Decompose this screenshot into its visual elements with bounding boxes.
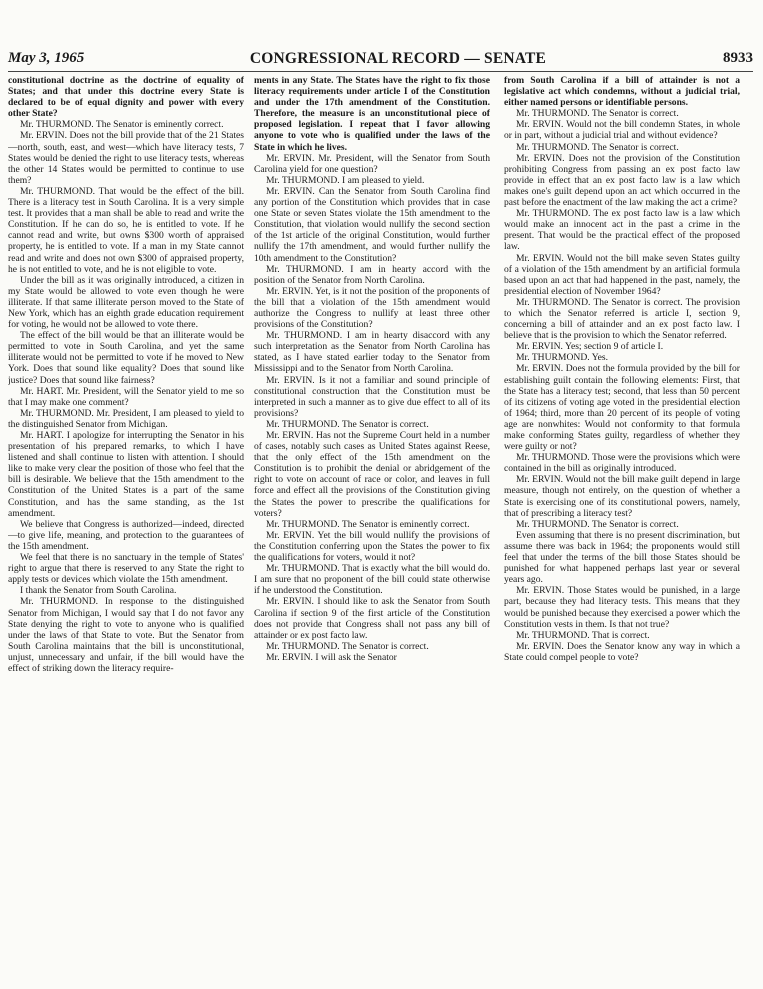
paragraph: Mr. ERVIN. Has not the Supreme Court held in a number of cases, notably such cases as United States against Reese, that the only effect of the 15th amendment on the Constitution is to prohibit the denial or abridgement of the right to vote on account of race or color, and leaves in full force and effect all the provisions of the Constitution giving the States the power to prescribe the qualifications for voters?	[254, 430, 490, 519]
paragraph: Mr. ERVIN. Does not the provision of the Constitution prohibiting Congress from passing an ex post facto law provide in effect that an ex post facto law is a law which makes one's guilt depend upon an act which occurred in the past before the enactment of the law making the act a crime?	[504, 152, 740, 209]
paragraph: Mr. ERVIN. Is it not a familiar and sound principle of constitutional construction that the Constitution must be interpreted in such a manner as to give due effect to all of its provisions?	[254, 374, 490, 419]
paragraph: Mr. THURMOND. I am in hearty disaccord with any such interpretation as the Senator from North Carolina has stated, as I have stated earlier today to the Senator from Mississippi and to the Senator from North Carolina.	[254, 330, 490, 375]
paragraph: I thank the Senator from South Carolina.	[20, 585, 177, 597]
paragraph: Mr. THURMOND. The ex post facto law is a law which would make an innocent act in the past a crime in the present. That would be the practical effect of the proposed law.	[504, 208, 740, 253]
paragraph: Mr. THURMOND. I am pleased to yield.	[266, 174, 425, 186]
paragraph: Mr. ERVIN. Can the Senator from South Carolina find any portion of the Constitution which provides that in case one State or seven States violate the 15th amendment to the Constitution, that violation would nullify the second section of the 1st article of the original Constitution, would further nullify the 17th amendment, and would further nullify the 10th amendment to the Constitution?	[254, 185, 490, 264]
paragraph: Mr. THURMOND. That is correct.	[516, 629, 650, 641]
paragraph: We feel that there is no sanctuary in the temple of States' right to argue that there is reserved to any State the right to apply tests or devices which violate the 15th amendment.	[8, 552, 244, 586]
paragraph: Mr. HART. I apologize for interrupting the Senator in his presentation of his prepared remarks, to which I have listened and shall continue to listen with attention. I should like to make very clear the position of those who feel that the bill is desirable. We believe that the 15th amendment to the Constitution of the United States is a part of the same Constitution, and has the same standing, as the 1st amendment.	[8, 430, 244, 519]
paragraph: Mr. ERVIN. I will ask the Senator	[266, 651, 397, 663]
paragraph: Mr. THURMOND. The Senator is correct.	[516, 518, 679, 530]
paragraph: Mr. ERVIN. Yet, is it not the position of the proponents of the bill that a violation of the 15th amendment would authorize the Congress to nullify at least three other provisions of the Constitution?	[254, 285, 490, 331]
paragraph: Mr. THURMOND. Mr. President, I am pleased to yield to the distinguished Senator from Michigan.	[8, 407, 244, 430]
paragraph: Mr. THURMOND. That would be the effect of the bill. There is a literacy test in South Carolina. It is a very simple test. It provides that a man shall be able to read and write the Constitution. If he can do so, he is entitled to vote. If he cannot read and write, but owns $300 worth of appraised property, he is entitled to vote. If a man in my State cannot read and write and does not own $300 of appraised property, he is not entitled to vote, and he is not eligible to vote.	[8, 185, 244, 275]
paragraph: Mr. ERVIN. Would not the bill make guilt depend in large measure, though not entirely, on the question of whether a State is exercising one of its constitutional powers, namely, that of prescribing a literacy test?	[504, 474, 740, 519]
paragraph: Mr. THURMOND. Those were the provisions which were contained in the bill as originally introduced.	[504, 452, 740, 475]
header-page-number: 8933	[723, 50, 753, 66]
paragraph: Mr. THURMOND. The Senator is eminently correct.	[20, 119, 224, 131]
paragraph: Even assuming that there is no present discrimination, but assume there was back in 1964; the proponents would still feel that under the terms of the bill those States should be punished for what happened perhaps last year or several years ago.	[504, 529, 740, 586]
paragraph: Under the bill as it was originally introduced, a citizen in my State would be allowed to vote even though he were illiterate. If that same illiterate person moved to the State of New York, which has an eighth grade education requirement for voting, he would not be allowed to vote there.	[8, 274, 244, 331]
paragraph: Mr. ERVIN. Yes; section 9 of article I.	[516, 341, 664, 353]
text-columns	[8, 75, 753, 980]
paragraph: Mr. HART. Mr. President, will the Senator yield to me so that I may make one comment?	[8, 385, 244, 408]
paragraph: Mr. ERVIN. Would not the bill condemn States, in whole or in part, without a judicial trial and without evidence?	[504, 119, 740, 142]
paragraph: Mr. THURMOND. The Senator is correct.	[516, 141, 679, 153]
paragraph: Mr. THURMOND. The Senator is eminently correct.	[266, 518, 470, 530]
paragraph: from South Carolina if a bill of attainder is not a legislative act which condemns, without a judicial trial, either named persons or identifiable persons.	[504, 75, 740, 109]
paragraph: Mr. ERVIN. Yet the bill would nullify the provisions of the Constitution conferring upon the States the power to fix the qualifications for voters, would it not?	[254, 529, 490, 564]
paragraph: Mr. THURMOND. In response to the distinguished Senator from Michigan, I would say that I do not favor any State denying the right to vote to anyone who is qualified under the laws of that State to vote. But the Senator from South Carolina maintains that the bill is unconstitutional, unjust, unnecessary and unfair, if the bill would have the effect of striking down the literacy require-	[8, 596, 244, 674]
paragraph: Mr. ERVIN. Does not the formula provided by the bill for establishing guilt contain the following elements: First, that the State has a literacy test; second, that less than 50 percent of its citizens of voting age voted in the presidential election of 1964; third, more than 20 percent of its people of voting age are nonwhites: Would not conformity to that formula make conforming States guilty, regardless of whether they were guilty or not?	[504, 363, 740, 453]
paragraph: Mr. ERVIN. Mr. President, will the Senator from South Carolina yield for one question?	[254, 152, 490, 175]
paragraph: Mr. ERVIN. Does the Senator know any way in which a State could compel people to vote?	[504, 640, 740, 663]
paragraph: Mr. THURMOND. The Senator is correct.	[266, 418, 429, 430]
paragraph: Mr. ERVIN. Would not the bill make seven States guilty of a violation of the 15th amendment by an artificial formula based upon an act that had happened in the past, namely, the presidential election of November 1964?	[504, 252, 740, 297]
header-title: CONGRESSIONAL RECORD — SENATE	[249, 50, 547, 67]
paragraph: We believe that Congress is authorized—indeed, directed—to give life, meaning, and protection to the guarantees of the 15th amendment.	[8, 518, 244, 552]
paragraph: Mr. THURMOND. That is exactly what the bill would do. I am sure that no proponent of the bill could state otherwise if he understood the Constitution.	[254, 563, 490, 597]
paragraph: constitutional doctrine as the doctrine of equality of States; and that under this doctrine every State is declared to be of equal dignity and power with every other State?	[8, 75, 244, 120]
paragraph: Mr. THURMOND. The Senator is correct. The provision to which the Senator referred is article I, section 9, concerning a bill of attainder and an ex post facto law. I believe that is the provision to which the Senator referred.	[504, 296, 740, 342]
paragraph: Mr. ERVIN. Those States would be punished, in a large part, because they had literacy tests. This means that they would be punished because they exercised a power which the Constitution vests in them. Is that not true?	[504, 585, 740, 630]
header-date: May 3, 1965	[8, 50, 85, 66]
paragraph: Mr. ERVIN. I should like to ask the Senator from South Carolina if section 9 of the first article of the Constitution does not provide that Congress shall not pass any bill of attainder or ex post facto law.	[254, 596, 490, 641]
column-1	[8, 75, 244, 980]
paragraph: Mr. THURMOND. Yes.	[516, 352, 609, 364]
paragraph: Mr. ERVIN. Does not the bill provide that of the 21 States—north, south, east, and west—which have literacy tests, 7 States would be denied the right to use literacy tests, whereas the other 14 States would be permitted to continue to use them?	[8, 130, 244, 186]
column-3	[504, 75, 740, 980]
column-2	[254, 75, 490, 980]
paragraph: The effect of the bill would be that an illiterate would be permitted to vote in South Carolina, and yet the same illiterate would not be permitted to vote if he moved to New York. Does that sound like equality? Does that sound like justice? Does that sound like fairness?	[8, 330, 244, 386]
paragraph: Mr. THURMOND. I am in hearty accord with the position of the Senator from North Carolina.	[254, 263, 490, 286]
header-rule	[8, 71, 753, 72]
paragraph: ments in any State. The States have the right to fix those literacy requirements under article I of the Constitution and under the 17th amendment of the Constitution. Therefore, the measure is an unconstitutional piece of proposed legislation. I repeat that I favor allowing anyone to vote who is qualified under the laws of the State in which he lives.	[254, 75, 490, 153]
paragraph: Mr. THURMOND. The Senator is correct.	[266, 640, 429, 652]
paragraph: Mr. THURMOND. The Senator is correct.	[516, 108, 679, 120]
